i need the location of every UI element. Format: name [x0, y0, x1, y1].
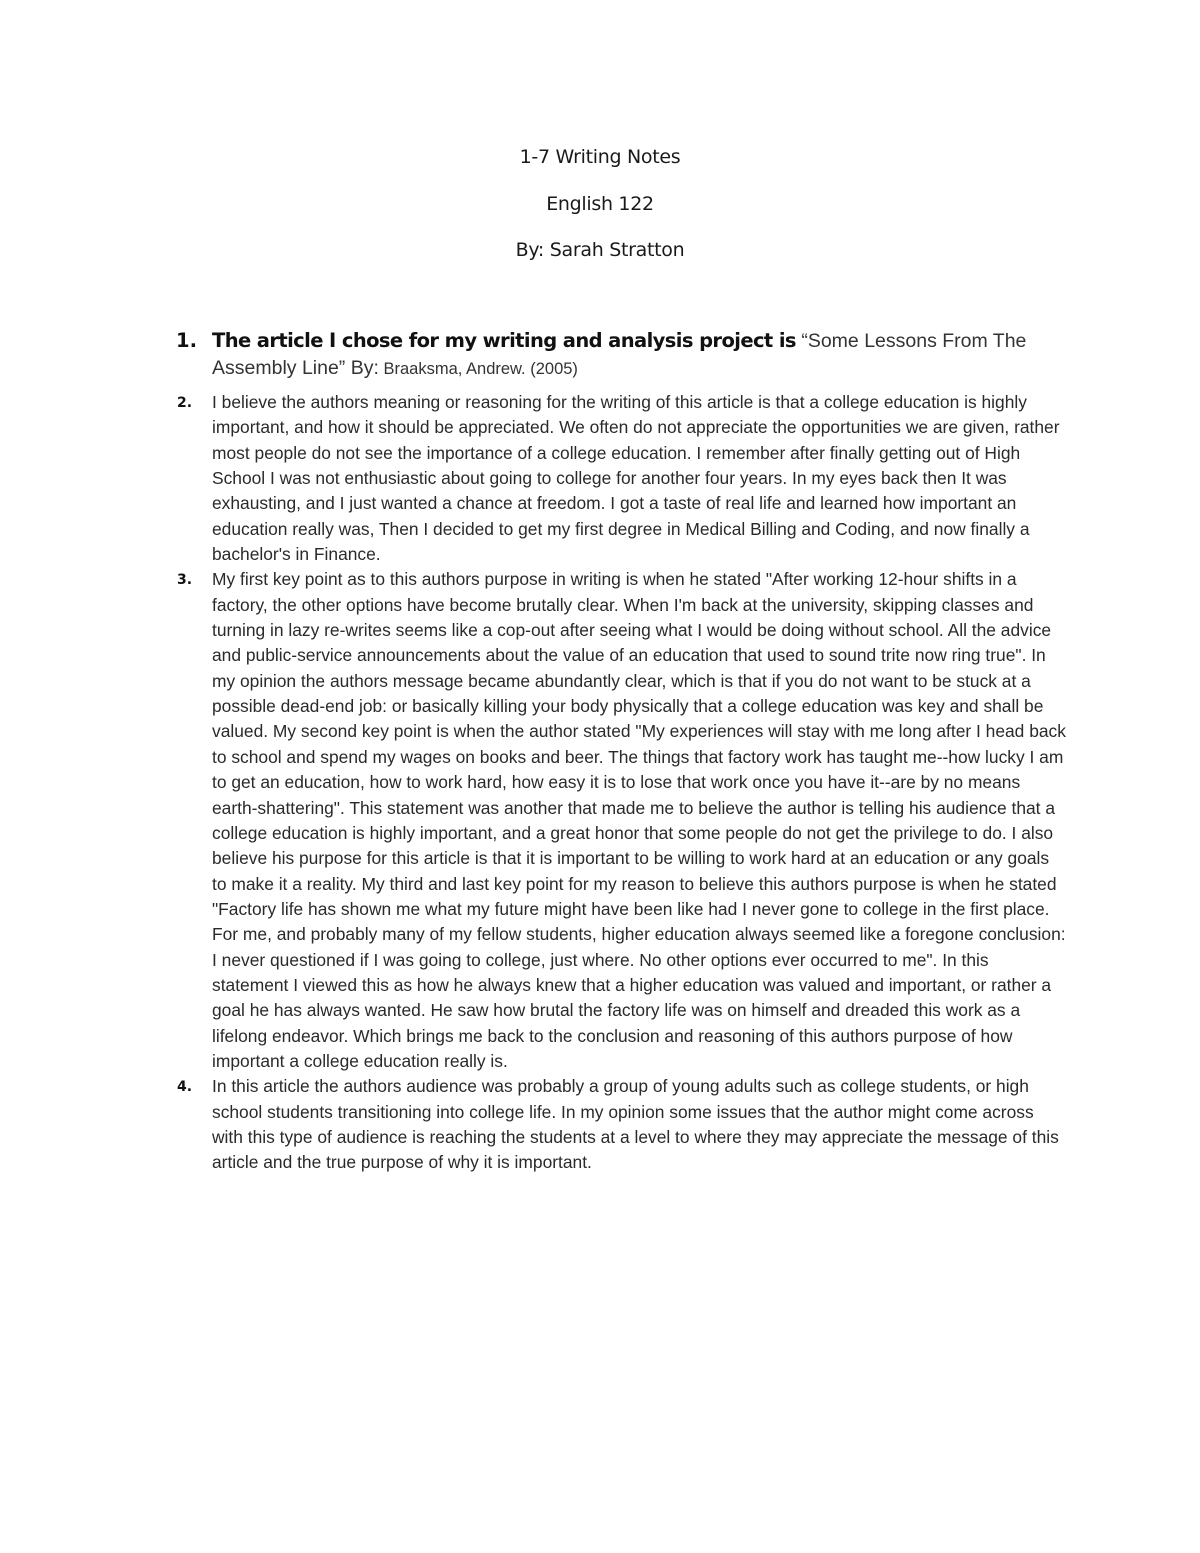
list-item-number: 4.	[177, 1079, 193, 1096]
article-intro: The article I chose for my writing and analysis project is	[212, 329, 796, 352]
list-item	[168, 390, 1068, 567]
course-name: English 122	[546, 192, 654, 215]
list-item	[168, 328, 1068, 382]
article-citation: Braaksma, Andrew. (2005)	[378, 360, 578, 378]
list-item	[168, 567, 1068, 1074]
list-item-text: In this article the authors audience was probably a group of young adults such as college students, or high school students transitioning into college life. In my opinion some issues that the author might come across with this type of audience is reaching the students at a level to where they may appreciate the message of this article and the true purpose of why it is important.	[212, 1076, 1059, 1173]
author-line: By: Sarah Stratton	[515, 239, 685, 261]
notes-list	[168, 328, 1068, 1176]
list-item-number: 1.	[176, 329, 197, 352]
list-item-text: I believe the authors meaning or reasoning for the writing of this article is that a college education is highly important, and how it should be appreciated. We often do not appreciate the opportunities we are given, rather most people do not see the importance of a college education. I remember after finally getting out of High School I was not enthusiastic about going to college for another four years. In my eyes back then It was exhausting, and I just wanted a chance at freedom. I got a taste of real life and learned how important an education really was, Then I decided to get my first degree in Medical Billing and Coding, and now finally a bachelor's in Finance.	[212, 392, 1060, 565]
document-header	[0, 140, 1200, 280]
list-item-text: My first key point as to this authors purpose in writing is when he stated "After working 12-hour shifts in a factory, the other options have become brutally clear. When I'm back at the university, skipping classes and turning in lazy re-writes seems like a cop-out after seeing what I would be doing without school. All the advice and public-service announcements about the value of an education that used to sound trite now ring true". In my opinion the authors message became abundantly clear, which is that if you do not want to be stuck at a possible dead-end job: or basically killing your body physically that a college education was key and shall be valued. My second key point is when the author stated "My experiences will stay with me long after I head back to school and spend my wages on books and beer. The things that factory work has taught me--how lucky I am to get an education, how to work hard, how easy it is to lose that work once you have it--are by no means earth-shattering". This statement was another that made me to believe the author is telling his audience that a college education is highly important, and a great honor that some people do not get the privilege to do. I also believe his purpose for this article is that it is important to be willing to work hard at an education or any goals to make it a reality. My third and last key point for my reason to believe this authors purpose is when he stated "Factory life has shown me what my future might have been like had I never gone to college in the first place. For me, and probably many of my fellow students, higher education always seemed like a foregone conclusion: I never questioned if I was going to college, just where. No other options ever occurred to me". In this statement I viewed this as how he always knew that a higher education was valued and important, or rather a goal he has always wanted. He saw how brutal the factory life was on himself and dreaded this work as a lifelong endeavor. Which brings me back to the conclusion and reasoning of this authors purpose of how important a college education really is.	[212, 569, 1066, 1071]
list-item-number: 3.	[177, 572, 193, 589]
article-title: “Some Lessons From The Assembly Line” By:	[212, 330, 1027, 379]
list-item	[168, 1074, 1068, 1175]
document-title: 1-7 Writing Notes	[519, 146, 681, 168]
list-item-number: 2.	[177, 395, 193, 411]
